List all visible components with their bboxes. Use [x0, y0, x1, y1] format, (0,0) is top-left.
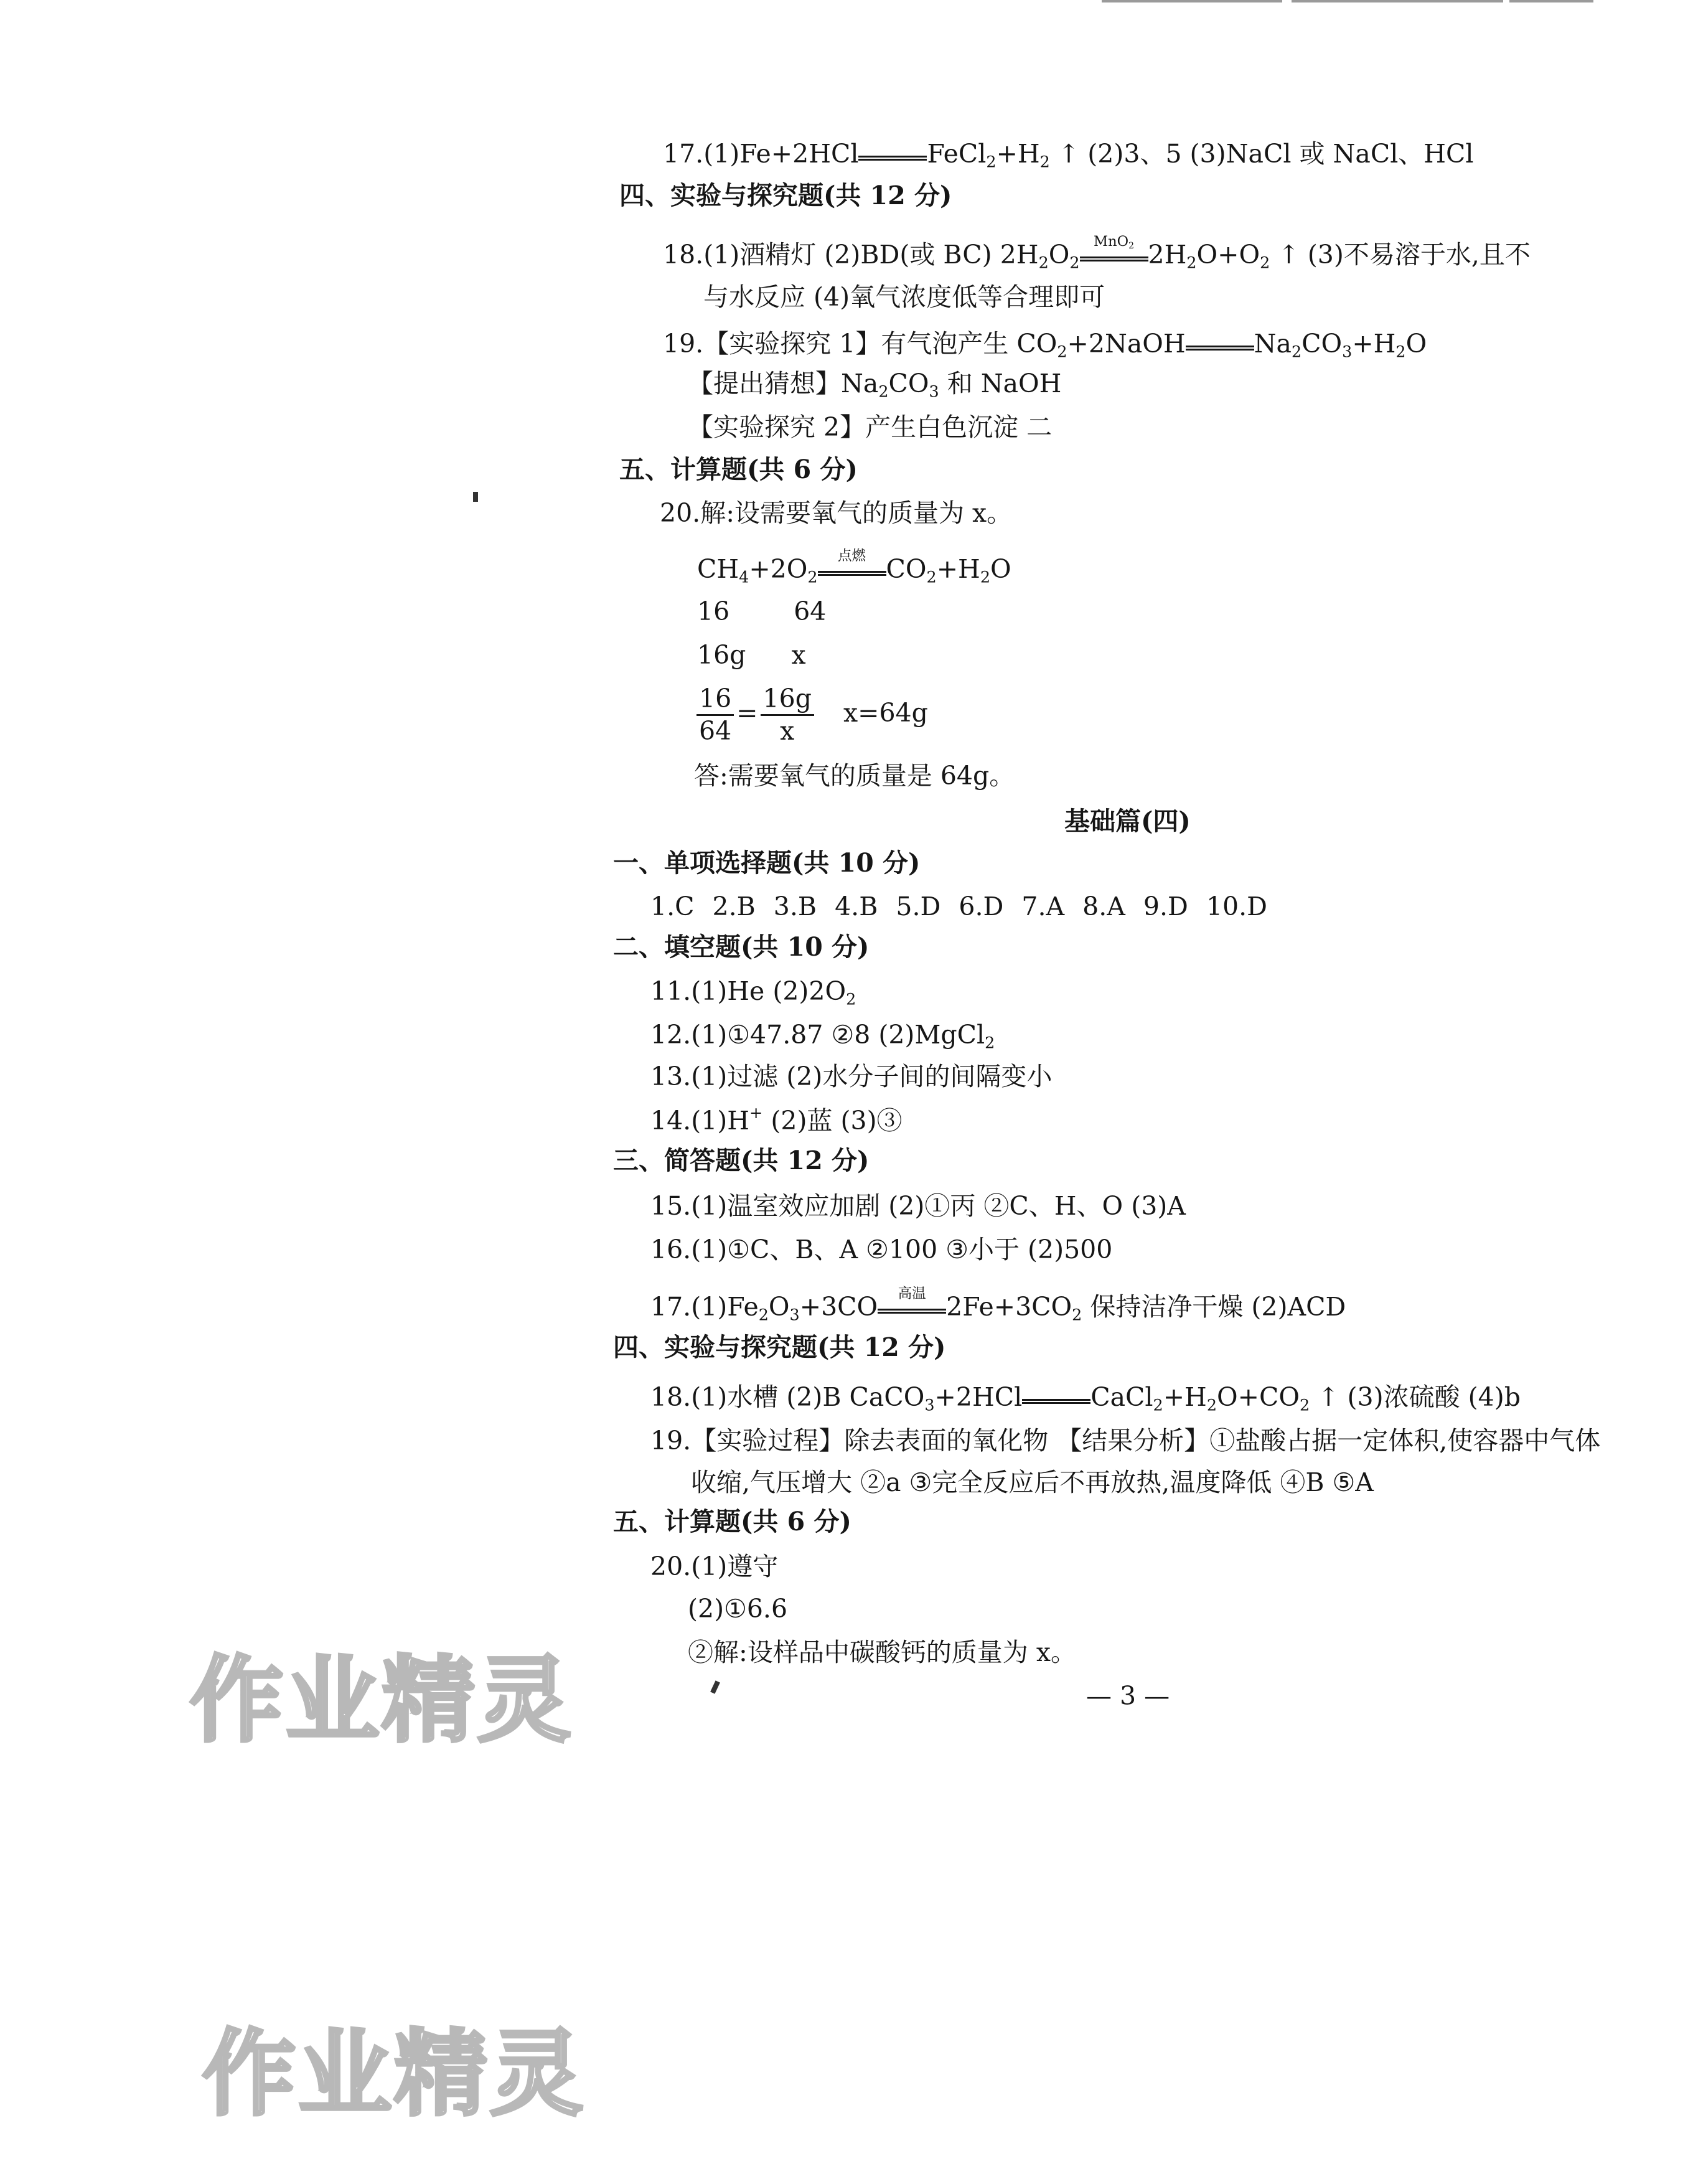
choice-answers: 1.C 2.B 3.B 4.B 5.D 6.D 7.A 8.A 9.D 10.D — [650, 892, 1268, 921]
scan-speck — [710, 1680, 720, 1694]
section-heading: 三、简答题(共 12 分) — [613, 1146, 870, 1175]
mass-line: 16g x — [697, 640, 806, 670]
answer-18: 18.(1)酒精灯 (2)BD(或 BC) $2H_2O_2$ MnO$_2$ $2H_2O+O_2$ ↑ (3)不易溶于水,且不 — [663, 233, 1531, 272]
answer-20b-solution: ②解:设样品中碳酸钙的质量为 x。 — [688, 1637, 1076, 1667]
answer-20b-part2: (2)①6.6 — [688, 1594, 788, 1624]
fraction: $\frac{16}{64}$ — [696, 684, 734, 746]
reaction-equals-sign — [858, 143, 927, 169]
reaction-equals-sign: 点燃 — [818, 558, 886, 584]
answer-19: 19.【实验探究 1】有气泡产生 $CO_2+2NaOH$ $Na_2CO_3+H_2O$ — [663, 329, 1427, 361]
answer-18b: 18.(1)水槽 (2)B CaCO$_3$+2HCl $CaCl_2+H_2O+CO_2$ ↑ (3)浓硫酸 (4)b — [650, 1382, 1521, 1414]
section-heading: 五、计算题(共 6 分) — [619, 454, 858, 484]
section-heading: 二、填空题(共 10 分) — [613, 932, 870, 962]
reaction-equals-sign — [1186, 333, 1254, 359]
watermark: 作业精灵 — [202, 2020, 586, 2129]
section-heading: 五、计算题(共 6 分) — [613, 1507, 851, 1537]
answer-13: 13.(1)过滤 (2)水分子间的间隔变小 — [650, 1061, 1053, 1091]
answer-12: 12.(1)①47.87 ②8 (2)MgCl$_2$ — [650, 1020, 995, 1052]
reaction-equals-sign: MnO$_2$ — [1080, 244, 1148, 270]
section-heading: 一、单项选择题(共 10 分) — [613, 848, 921, 878]
answer-11: 11.(1)He $(2)2O_2$ — [650, 976, 856, 1009]
answer-20b: 20.(1)遵守 — [650, 1551, 779, 1581]
answer-20: 20.解:设需要氧气的质量为 x。 — [660, 498, 1013, 528]
ratio-line: 16 64 — [697, 596, 827, 626]
answer-16: 16.(1)①C、B、A ②100 ③小于 (2)500 — [650, 1235, 1113, 1264]
scan-top-rule — [1509, 0, 1593, 2]
answer-18-cont: 与水反应 (4)氧气浓度低等合理即可 — [703, 282, 1105, 312]
scan-top-rule — [1292, 0, 1503, 2]
scan-top-rule — [1102, 0, 1282, 2]
watermark: 作业精灵 — [190, 1647, 574, 1755]
answer-15: 15.(1)温室效应加剧 (2)①丙 ②C、H、O (3)A — [650, 1191, 1186, 1221]
answer-19b-cont: 收缩,气压增大 ②a ③完全反应后不再放热,温度降低 ④B ⑤A — [691, 1467, 1374, 1497]
answer-14: 14.(1)H+ (2)蓝 (3)③ — [650, 1103, 903, 1136]
answer-20-conclusion: 答:需要氧气的质量是 64g。 — [694, 761, 1015, 791]
answer-19b: 19.【实验过程】除去表面的氧化物 【结果分析】①盐酸占据一定体积,使容器中气体 — [650, 1426, 1601, 1456]
answer-17b: $17.(1)Fe_2O_3+3CO$ 高温 $2Fe+3CO_2$ 保持洁净干燥 (2)ACD — [650, 1286, 1346, 1324]
fraction: $\frac{16g}{x}$ — [761, 684, 814, 746]
section-title: 基础篇(四) — [1064, 806, 1191, 836]
reaction-equals-sign — [1022, 1386, 1090, 1412]
section-heading: 四、实验与探究题(共 12 分) — [613, 1332, 946, 1362]
page-number: — 3 — — [1086, 1681, 1170, 1711]
proportion-line: $\frac{16}{64}$ = $\frac{16g}{x}$ x=64g — [694, 684, 928, 746]
answer-19-exp2: 【实验探究 2】产生白色沉淀 二 — [688, 412, 1053, 442]
reaction-equals-sign: 高温 — [878, 1296, 946, 1322]
section-heading: 四、实验与探究题(共 12 分) — [619, 181, 952, 210]
answer-17: 17.(1)Fe+2HCl $FeCl_2+H_2$ ↑ (2)3、5 (3)NaCl 或 NaCl、HCl — [663, 139, 1474, 171]
equation-line: $CH_4+2O_2$ 点燃 $CO_2+H_2O$ — [697, 548, 1011, 586]
scan-speck — [473, 492, 478, 502]
answer-19-guess: 【提出猜想】$Na_2CO_3$ 和 NaOH — [688, 369, 1062, 401]
